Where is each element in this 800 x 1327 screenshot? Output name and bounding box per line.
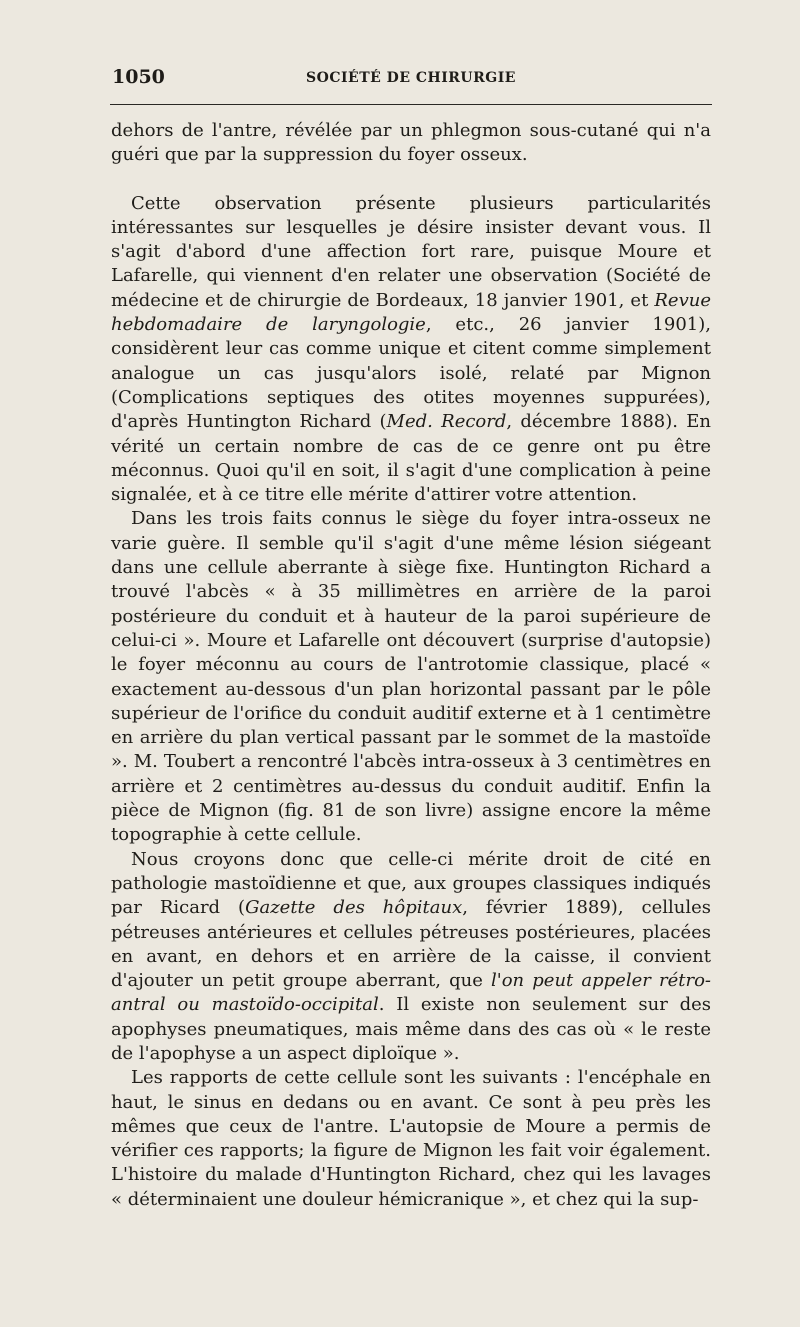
italic-citation: Revue hebdomadaire de laryngologie xyxy=(111,289,711,336)
text-run: Dans les trois faits connus le siège du foyer intra-osseux ne varie guère. Il semble qu'il s'agit d'une même lésion siégeant dans une cellule aberrante à siège fixe. Huntington Richard a trouvé l'abcès « à 35 millimètres en arrière de la paroi postérieure du conduit et à hauteur de la paroi supérieure de celui-ci ». Moure et Lafarelle ont découvert (surprise d'autopsie) le foyer méconnu au cours de l'antrotomie classique, placé « exactement au-dessous d'un plan horizontal passant par le pôle supérieur de l'orifice du conduit auditif externe et à 1 centimètre en arrière du plan vertical passant par le sommet de la mastoïde ». M. Toubert a rencontré l'abcès intra-osseux à 3 centimètres en arrière et 2 centimètres au-dessus du conduit auditif. Enfin la pièce de Mignon (fig. 81 de son livre) assigne encore la même topographie à cette cellule. xyxy=(111,508,711,846)
page-header xyxy=(110,66,712,92)
body-text xyxy=(111,119,711,1212)
text-run: , décembre 1888). En vérité un certain nombre de cas de ce genre ont pu être méconnus. Quoi qu'il en soit, il s'agit d'une complication à peine signalée, et à ce titre elle mérite d'attirer votre attention. xyxy=(111,411,711,506)
paragraph-p1 xyxy=(111,119,711,168)
italic-citation: Med. Record xyxy=(386,411,507,433)
header-rule xyxy=(110,104,712,105)
text-run: Cette observation présente plusieurs particularités intéressantes sur lesquelles je désire insister devant vous. Il s'agit d'abord d'une affection fort rare, puisque Moure et Lafarelle, qui viennent d'en relater une observation (Société de médecine et de chirurgie de Bordeaux, 18 janvier 1901, et xyxy=(111,192,711,311)
italic-citation: l'on peut appeler rétro-antral ou mastoïdo-occipital xyxy=(111,970,711,1016)
paragraph-p4 xyxy=(111,848,711,1067)
italic-citation: Gazette des hôpitaux xyxy=(245,897,463,919)
paragraph-p3 xyxy=(111,507,711,847)
page-number: 1050 xyxy=(112,66,165,88)
paragraph-p5 xyxy=(111,1066,711,1212)
text-run: Les rapports de cette cellule sont les suivants : l'encéphale en haut, le sinus en dedans ou en avant. Ce sont à peu près les mêmes que ceux de l'antre. L'autopsie de Moure a permis de vérifier ces rapports; la figure de Mignon les fait voir également. L'histoire du malade d'Huntington Richard, chez qui les lavages « déterminaient une douleur hémicranique », et chez qui la sup- xyxy=(111,1067,711,1210)
text-run: dehors de l'antre, révélée par un phlegmon sous-cutané qui n'a guéri que par la suppression du foyer osseux. xyxy=(111,120,711,166)
text-run: . Il existe non seulement sur des apophyses pneumatiques, mais même dans des cas où « le reste de l'apophyse a un aspect diploïque ». xyxy=(111,994,711,1064)
running-title: SOCIÉTÉ DE CHIRURGIE xyxy=(306,70,516,86)
text-run: Nous croyons donc que celle-ci mérite droit de cité en pathologie mastoïdienne et que, aux groupes classiques indiqués par Ricard ( xyxy=(111,848,711,919)
paragraph-p2 xyxy=(111,192,711,508)
text-run: , février 1889), cellules pétreuses antérieures et cellules pétreuses postérieures, placées en avant, en dehors et en arrière de la caisse, il convient d'ajouter un petit groupe aberrant, que xyxy=(111,897,711,992)
text-run: , etc., 26 janvier 1901), considèrent leur cas comme unique et citent comme simplement analogue un cas jusqu'alors isolé, relaté par Mignon (Complications septiques des otites moyennes suppurées), d'après Huntington Richard ( xyxy=(111,314,711,433)
